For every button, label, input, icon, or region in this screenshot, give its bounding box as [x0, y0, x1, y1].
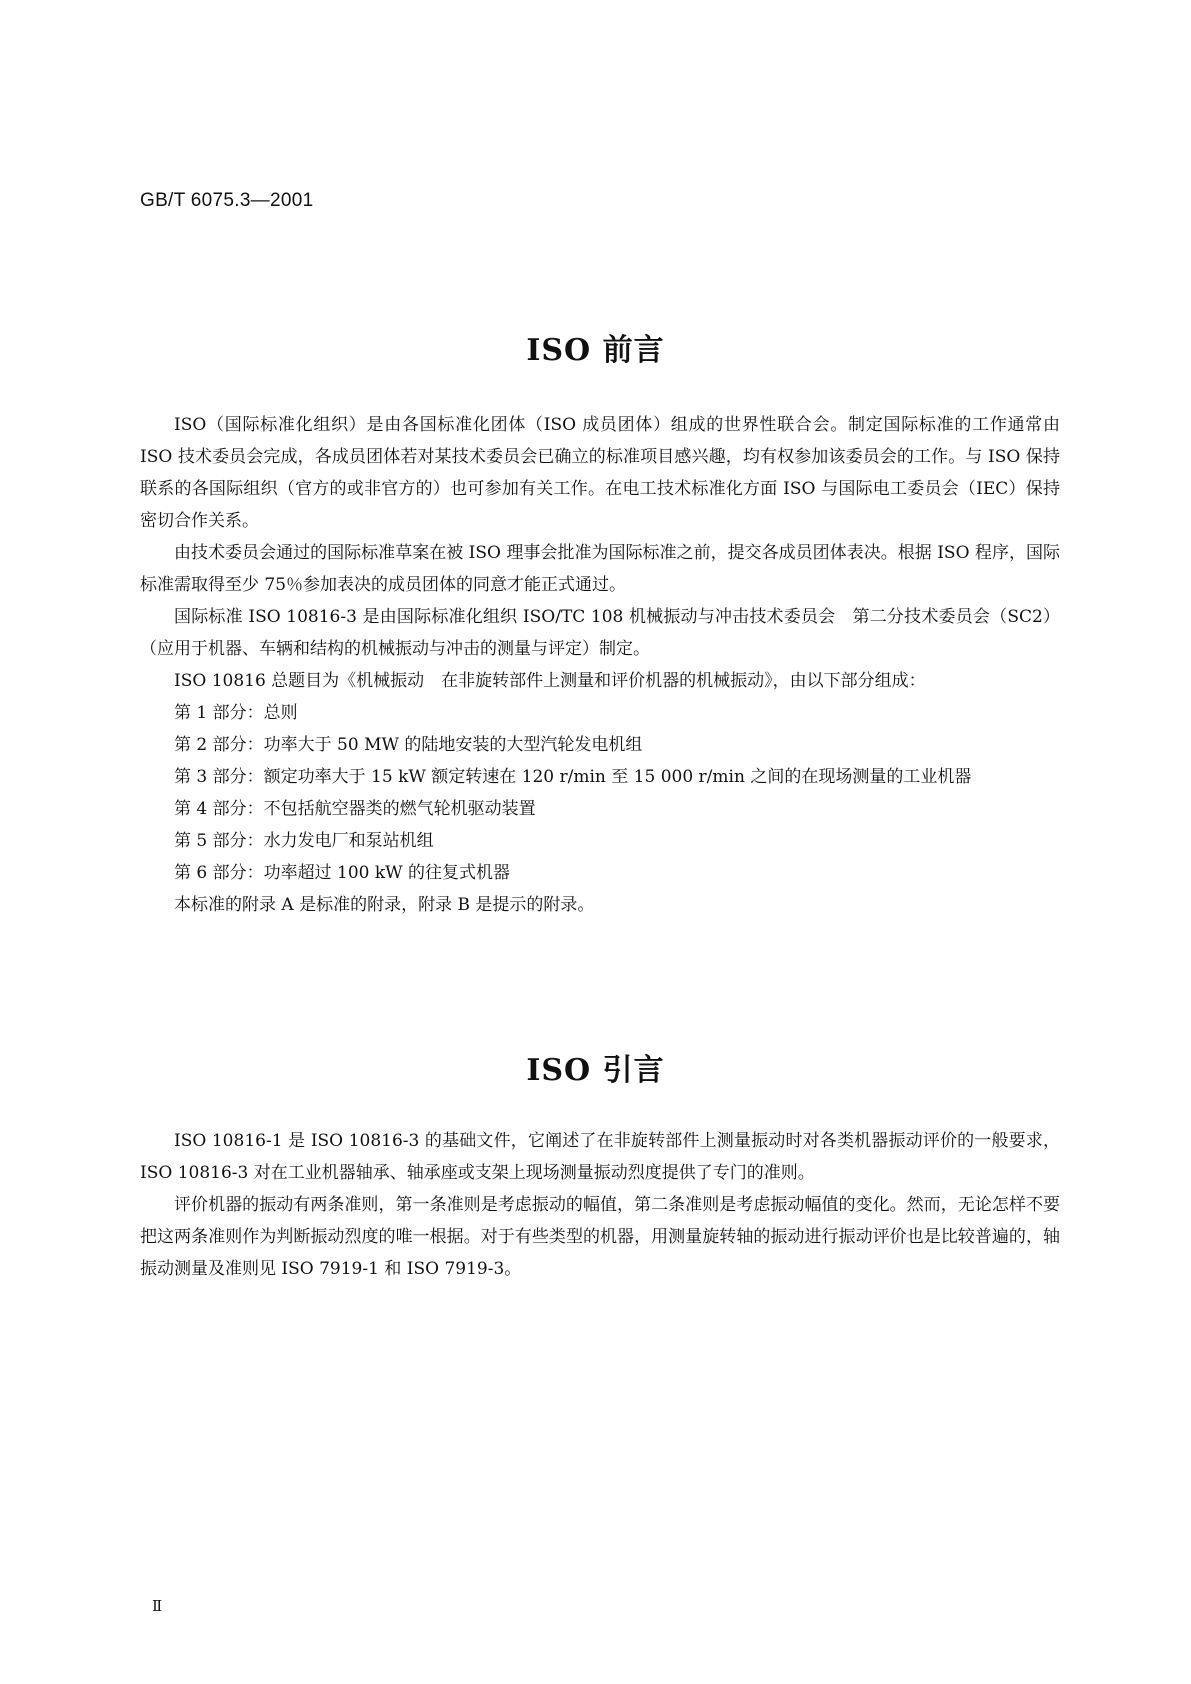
foreword-paragraph-4: ISO 10816 总题目为《机械振动 在非旋转部件上测量和评价机器的机械振动》，由以下部分组成：	[174, 671, 926, 691]
introduction-title: ISO 引言	[526, 1053, 665, 1088]
foreword-paragraph-3: 国际标准 ISO 10816-3 是由国际标准化组织 ISO/TC 108 机械振动与冲击技术委员会 第二分技术委员会（SC2）（应用于机器、车辆和结构的机械振动与冲击的测量与评定）制定。	[140, 607, 1060, 659]
introduction-body	[140, 1125, 1060, 1285]
annex-note: 本标准的附录 A 是标准的附录，附录 B 是提示的附录。	[174, 895, 595, 915]
foreword-paragraph-2: 由技术委员会通过的国际标准草案在被 ISO 理事会批准为国际标准之前，提交各成员团体表决。根据 ISO 程序，国际标准需取得至少 75％参加表决的成员团体的同意才能正式通过。	[140, 543, 1060, 595]
foreword-paragraph-1: ISO（国际标准化组织）是由各国标准化团体（ISO 成员团体）组成的世界性联合会。制定国际标准的工作通常由 ISO 技术委员会完成，各成员团体若对某技术委员会已确立的标准项目感兴趣，均有权参加该委员会的工作。与 ISO 保持联系的各国际组织（官方的或非官方的）也可参加有关工作。在电工技术标准化方面 ISO 与国际电工委员会（IEC）保持密切合作关系。	[140, 415, 1060, 531]
introduction-paragraph-1: ISO 10816-1 是 ISO 10816-3 的基础文件，它阐述了在非旋转部件上测量振动时对各类机器振动评价的一般要求，ISO 10816-3 对在工业机器轴承、轴承座或支架上现场测量振动烈度提供了专门的准则。	[140, 1131, 1060, 1183]
part-list-item-1: 第 1 部分：总则	[174, 703, 298, 723]
foreword-body	[140, 409, 1060, 921]
page-number: Ⅱ	[152, 1597, 163, 1615]
part-list-item-5: 第 5 部分：水力发电厂和泵站机组	[174, 831, 434, 851]
standard-number: GB/T 6075.3—2001	[140, 190, 314, 211]
part-list-item-6: 第 6 部分：功率超过 100 kW 的往复式机器	[174, 863, 511, 883]
part-list-item-2: 第 2 部分：功率大于 50 MW 的陆地安装的大型汽轮发电机组	[174, 735, 643, 755]
introduction-paragraph-2: 评价机器的振动有两条准则，第一条准则是考虑振动的幅值，第二条准则是考虑振动幅值的变化。然而，无论怎样不要把这两条准则作为判断振动烈度的唯一根据。对于有些类型的机器，用测量旋转轴的振动进行振动评价也是比较普遍的，轴振动测量及准则见 ISO 7919-1 和 ISO 7919-3。	[140, 1195, 1060, 1279]
part-list-item-3: 第 3 部分：额定功率大于 15 kW 额定转速在 120 r/min 至 15 000 r/min 之间的在现场测量的工业机器	[174, 767, 972, 787]
foreword-title: ISO 前言	[526, 333, 665, 368]
part-list-item-4: 第 4 部分：不包括航空器类的燃气轮机驱动装置	[174, 799, 536, 819]
